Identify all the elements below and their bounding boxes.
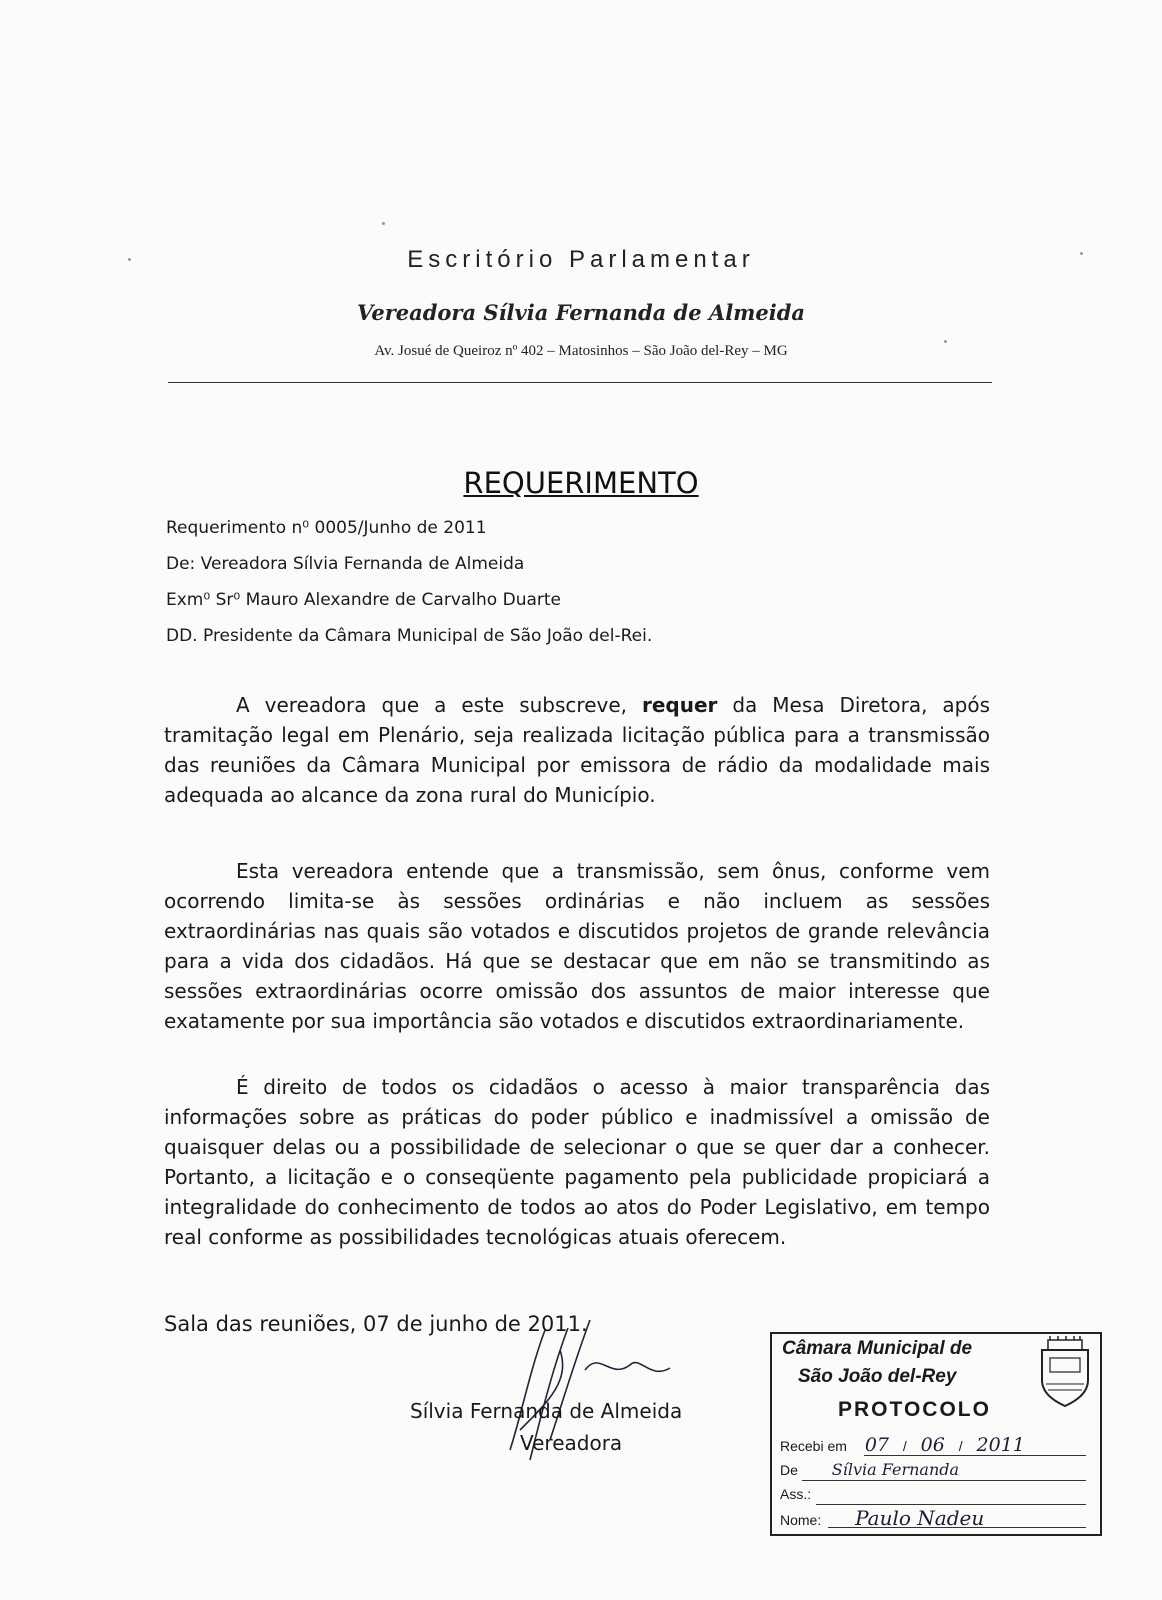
stamp-received-row: Recebi em 07 / 06 / 2011 [780, 1434, 1025, 1456]
closing-line: Sala das reuniões, 07 de junho de 2011. [164, 1312, 588, 1336]
scan-speck [1080, 252, 1083, 255]
received-label: Recebi em [780, 1438, 847, 1454]
request-to: Exm⁰ Sr⁰ Mauro Alexandre de Carvalho Duarte [166, 590, 562, 610]
request-number: Requerimento n⁰ 0005/Junho de 2011 [166, 518, 487, 538]
office-title: Escritório Parlamentar [407, 246, 755, 273]
name-label: Nome: [780, 1512, 822, 1528]
paragraph-2 [164, 856, 990, 1036]
p1-bold-verb: requer [641, 693, 718, 717]
received-underline [864, 1455, 1086, 1456]
stamp-city-line: São João del-Rey [798, 1366, 957, 1387]
coat-of-arms-icon [1034, 1336, 1096, 1408]
stamp-from-row [780, 1460, 959, 1479]
councilwoman-name: Vereadora Sílvia Fernanda de Almeida [356, 300, 806, 325]
from-label: De [780, 1462, 798, 1478]
office-address: Av. Josué de Queiroz nº 402 – Matosinhos – São João del-Rey – MG [374, 343, 788, 359]
from-underline [802, 1480, 1086, 1481]
from-value: Sílvia Fernanda [831, 1460, 960, 1479]
p1-after: da Mesa Diretora, após tramitação legal em Plenário, seja realizada licitação pública para a transmissão das reuniões da Câmara Municipal por emissora de rádio da modalidade mais adequada ao alcance da zona rural do Município. [164, 693, 991, 807]
received-year: 2011 [976, 1434, 1025, 1456]
signatory-name: Sílvia Fernanda de Almeida [410, 1399, 683, 1423]
p2-text: Esta vereadora entende que a transmissão, sem ônus, conforme vem ocorrendo limita-se às sessões ordinárias e não incluem as sessões extraordinárias nas quais são votados e discutidos projetos de grande relevância para a vida dos cidadãos. Há que se destacar que em não se transmitindo as sessões extraordinárias ocorre omissão dos assuntos de maior interesse que exatamente por sua importância são votados e discutidos extraordinariamente. [164, 859, 990, 1033]
received-month: 06 [920, 1434, 945, 1456]
scan-speck [128, 258, 131, 261]
p3-text: É direito de todos os cidadãos o acesso à maior transparência das informações sobre as práticas do poder público e inadmissível a omissão de quaisquer delas ou a possibilidade de selecionar o que se quer dar a conhecer. Portanto, a licitação e o conseqüente pagamento pela publicidade propiciará a integralidade do conhecimento de todos ao atos do Poder Legislativo, em tempo real conforme as possibilidades tecnológicas atuais oferecem. [164, 1075, 990, 1249]
request-recipient-title: DD. Presidente da Câmara Municipal de São João del-Rei. [166, 626, 653, 646]
document-title: REQUERIMENTO [463, 466, 699, 500]
signature-label: Ass.: [780, 1486, 812, 1502]
received-day: 07 [864, 1434, 889, 1456]
stamp-chamber-line: Câmara Municipal de [782, 1338, 973, 1359]
paragraph-3 [164, 1072, 990, 1252]
p1-before: A vereadora que a este subscreve, [236, 693, 627, 717]
paragraph-1 [164, 690, 990, 810]
name-underline [828, 1527, 1086, 1528]
scan-speck [944, 340, 947, 343]
signature-underline [816, 1504, 1086, 1505]
stamp-protocol-label: PROTOCOLO [838, 1398, 991, 1421]
protocol-stamp [770, 1332, 1102, 1536]
signatory-role: Vereadora [520, 1431, 623, 1455]
name-value: Paulo Nadeu [855, 1506, 985, 1530]
request-from: De: Vereadora Sílvia Fernanda de Almeida [166, 554, 525, 574]
scan-speck [382, 222, 385, 225]
letterhead-divider [168, 382, 992, 383]
